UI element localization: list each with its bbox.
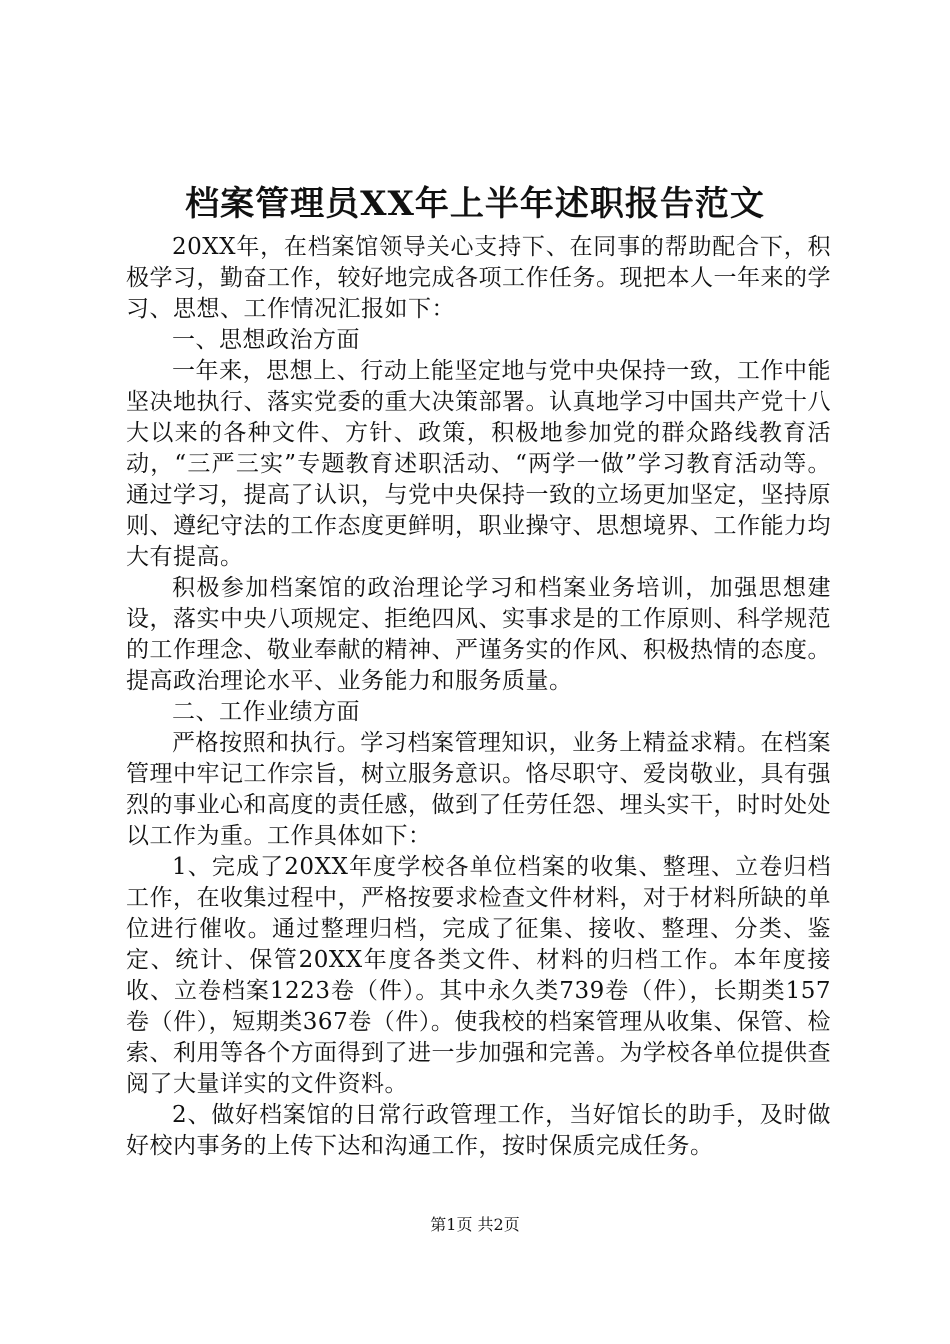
section-heading-political: 一、思想政治方面: [172, 327, 360, 353]
paragraph-item-1: 1、完成了20XX年度学校各单位档案的收集、整理、立卷归档工作，在收集过程中，严格按要求检查文件材料，对于材料所缺的单位进行催收。通过整理归档，完成了征集、接收、整理、分类、鉴定、统计、保管20XX年度各类文件、材料的归档工作。本年度接收、立卷档案1223卷（件）。其中永久类739卷（件），长期类157卷（件），短期类367卷（件）。使我校的档案管理从收集、保管、检索、利用等各个方面得到了进一步加强和完善。为学校各单位提供查阅了大量详实的文件资料。: [126, 854, 831, 1097]
paragraph-political-1: 一年来，思想上、行动上能坚定地与党中央保持一致，工作中能坚决地执行、落实党委的重大决策部署。认真地学习中国共产党十八大以来的各种文件、方针、政策，积极地参加党的群众路线教育活动，“三严三实”专题教育述职活动、“两学一做”学习教育活动等。通过学习，提高了认识，与党中央保持一致的立场更加坚定，坚持原则、遵纪守法的工作态度更鲜明，职业操守、思想境界、工作能力均大有提高。: [126, 358, 831, 570]
document-title: 档案管理员XX年上半年述职报告范文: [185, 184, 765, 224]
document-body: [126, 232, 831, 1162]
section-heading-performance: 二、工作业绩方面: [172, 699, 360, 725]
paragraph-political-2: 积极参加档案馆的政治理论学习和档案业务培训，加强思想建设，落实中央八项规定、拒绝四风、实事求是的工作原则、科学规范的工作理念、敬业奉献的精神、严谨务实的作风、积极热情的态度。提高政治理论水平、业务能力和服务质量。: [126, 575, 831, 694]
paragraph-intro: 20XX年，在档案馆领导关心支持下、在同事的帮助配合下，积极学习，勤奋工作，较好地完成各项工作任务。现把本人一年来的学习、思想、工作情况汇报如下：: [126, 234, 831, 322]
page-number-footer: 第1页 共2页: [430, 1215, 520, 1234]
paragraph-performance-1: 严格按照和执行。学习档案管理知识，业务上精益求精。在档案管理中牢记工作宗旨，树立服务意识。恪尽职守、爱岗敬业，具有强烈的事业心和高度的责任感，做到了任劳任怨、埋头实干，时时处处以工作为重。工作具体如下：: [126, 730, 831, 849]
paragraph-item-2: 2、做好档案馆的日常行政管理工作，当好馆长的助手，及时做好校内事务的上传下达和沟通工作，按时保质完成任务。: [126, 1102, 831, 1159]
